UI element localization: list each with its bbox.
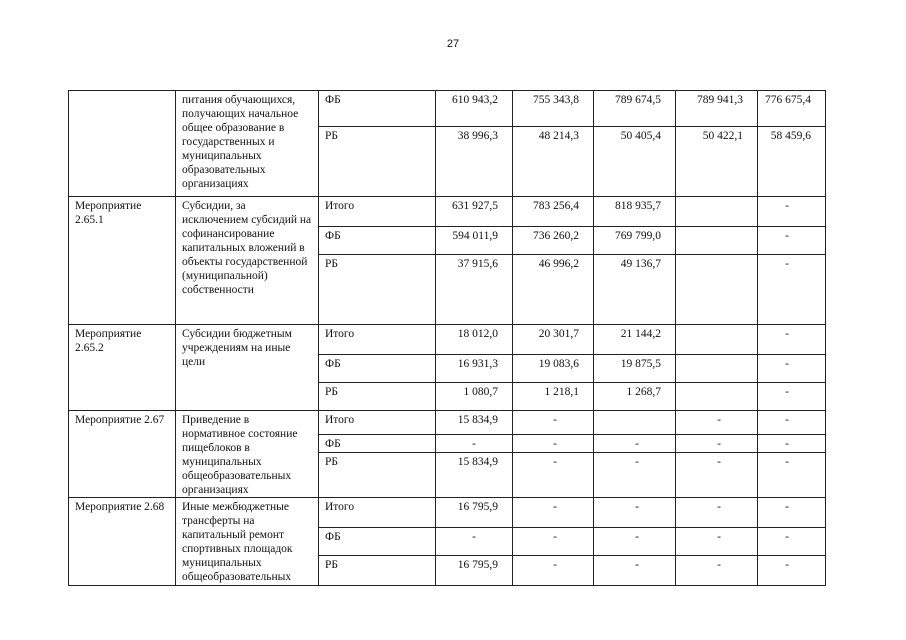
value-cell: 16 931,3: [436, 355, 513, 383]
source-cell: ФБ: [319, 528, 436, 556]
source-cell: Итого: [319, 197, 436, 227]
value-cell: 755 343,8: [513, 91, 594, 127]
value-cell: 736 260,2: [513, 227, 594, 255]
value-cell: -: [758, 227, 826, 255]
source-cell: Итого: [319, 325, 436, 355]
value-cell: [676, 197, 758, 227]
table-row: [69, 411, 826, 435]
event-cell: Мероприятие 2.65.1: [69, 197, 176, 325]
value-cell: 37 915,6: [436, 255, 513, 325]
value-cell: -: [758, 556, 826, 586]
value-cell: 46 996,2: [513, 255, 594, 325]
value-cell: -: [594, 556, 676, 586]
value-cell: 594 011,9: [436, 227, 513, 255]
source-cell: РБ: [319, 127, 436, 197]
source-cell: ФБ: [319, 355, 436, 383]
value-cell: -: [513, 556, 594, 586]
value-cell: 49 136,7: [594, 255, 676, 325]
value-cell: 15 834,9: [436, 452, 513, 497]
value-cell: 783 256,4: [513, 197, 594, 227]
page-number: 27: [446, 38, 460, 50]
value-cell: -: [513, 434, 594, 452]
value-cell: -: [676, 434, 758, 452]
table-row: [69, 325, 826, 355]
value-cell: 50 422,1: [676, 127, 758, 197]
value-cell: 20 301,7: [513, 325, 594, 355]
source-cell: Итого: [319, 411, 436, 435]
value-cell: -: [513, 498, 594, 528]
description-cell: Субсидии бюджетным учреждениям на иные цели: [176, 325, 319, 411]
event-cell: Мероприятие 2.68: [69, 498, 176, 586]
source-cell: ФБ: [319, 227, 436, 255]
value-cell: 19 875,5: [594, 355, 676, 383]
value-cell: -: [513, 528, 594, 556]
value-cell: -: [758, 452, 826, 497]
value-cell: -: [676, 452, 758, 497]
value-cell: 48 214,3: [513, 127, 594, 197]
value-cell: -: [436, 528, 513, 556]
value-cell: 818 935,7: [594, 197, 676, 227]
event-cell: Мероприятие 2.67: [69, 411, 176, 498]
value-cell: 631 927,5: [436, 197, 513, 227]
description-cell: Иные межбюджетные трансферты на капитальный ремонт спортивных площадок муниципальных общеобразовательных: [176, 498, 319, 586]
value-cell: -: [758, 255, 826, 325]
value-cell: [676, 383, 758, 411]
value-cell: 18 012,0: [436, 325, 513, 355]
value-cell: [676, 325, 758, 355]
value-cell: 58 459,6: [758, 127, 826, 197]
value-cell: -: [758, 197, 826, 227]
table-row: [69, 197, 826, 227]
value-cell: 769 799,0: [594, 227, 676, 255]
source-cell: ФБ: [319, 434, 436, 452]
value-cell: 38 996,3: [436, 127, 513, 197]
value-cell: 776 675,4: [758, 91, 826, 127]
value-cell: -: [758, 411, 826, 435]
value-cell: [676, 227, 758, 255]
value-cell: 19 083,6: [513, 355, 594, 383]
description-cell: питания обучающихся, получающих начальное общее образование в государственных и муниципальных образовательных организациях: [176, 91, 319, 197]
value-cell: -: [676, 498, 758, 528]
value-cell: -: [676, 556, 758, 586]
value-cell: -: [594, 498, 676, 528]
value-cell: 21 144,2: [594, 325, 676, 355]
value-cell: 1 268,7: [594, 383, 676, 411]
value-cell: 1 080,7: [436, 383, 513, 411]
table-row: [69, 91, 826, 127]
value-cell: -: [513, 452, 594, 497]
value-cell: -: [676, 411, 758, 435]
table-row: [69, 498, 826, 528]
value-cell: -: [513, 411, 594, 435]
source-cell: РБ: [319, 556, 436, 586]
value-cell: -: [758, 383, 826, 411]
value-cell: -: [758, 325, 826, 355]
source-cell: РБ: [319, 452, 436, 497]
value-cell: 789 941,3: [676, 91, 758, 127]
value-cell: [594, 411, 676, 435]
value-cell: -: [758, 434, 826, 452]
value-cell: -: [758, 498, 826, 528]
value-cell: 610 943,2: [436, 91, 513, 127]
budget-table: [68, 90, 826, 586]
value-cell: -: [676, 528, 758, 556]
source-cell: Итого: [319, 498, 436, 528]
value-cell: -: [758, 528, 826, 556]
event-cell: Мероприятие 2.65.2: [69, 325, 176, 411]
event-cell: [69, 91, 176, 197]
value-cell: [676, 355, 758, 383]
description-cell: Приведение в нормативное состояние пищеблоков в муниципальных общеобразовательных организациях: [176, 411, 319, 498]
value-cell: -: [758, 355, 826, 383]
value-cell: 50 405,4: [594, 127, 676, 197]
value-cell: [676, 255, 758, 325]
value-cell: -: [594, 434, 676, 452]
value-cell: 789 674,5: [594, 91, 676, 127]
value-cell: 15 834,9: [436, 411, 513, 435]
description-cell: Субсидии, за исключением субсидий на софинансирование капитальных вложений в объекты государственной (муниципальной) собственности: [176, 197, 319, 325]
value-cell: -: [594, 452, 676, 497]
value-cell: 1 218,1: [513, 383, 594, 411]
source-cell: РБ: [319, 255, 436, 325]
value-cell: -: [594, 528, 676, 556]
source-cell: РБ: [319, 383, 436, 411]
source-cell: ФБ: [319, 91, 436, 127]
value-cell: 16 795,9: [436, 556, 513, 586]
value-cell: 16 795,9: [436, 498, 513, 528]
value-cell: -: [436, 434, 513, 452]
